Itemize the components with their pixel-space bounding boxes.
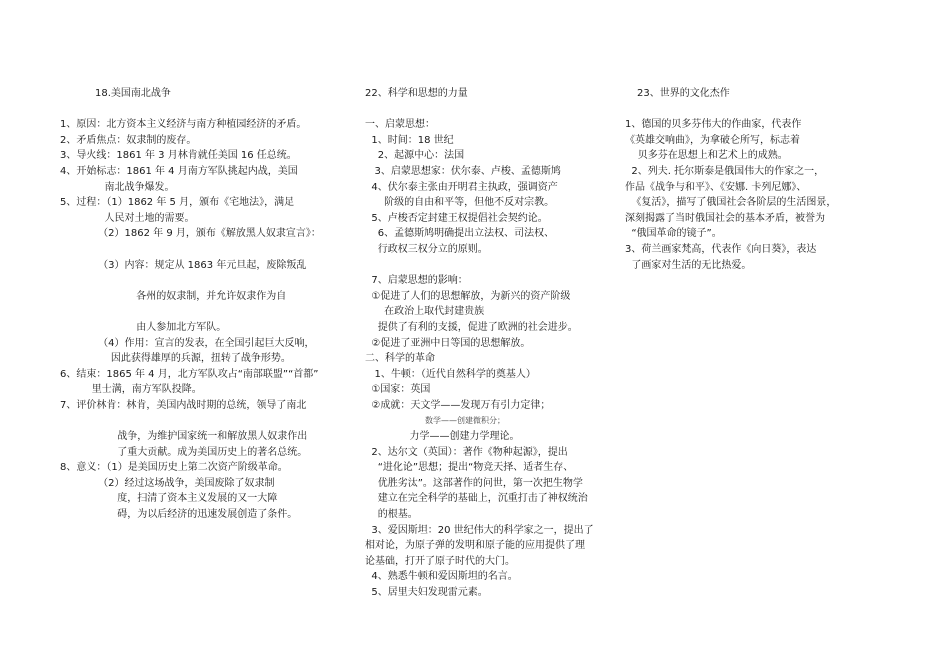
section-body — [625, 117, 836, 273]
text-line: （2）经过这场战争，美国废除了奴隶制 — [60, 477, 275, 489]
text-line: 战争，为维护国家统一和解放黑人奴隶作出 — [60, 431, 308, 443]
text-line: 各州的奴隶制，并允许奴隶作为自 — [60, 290, 287, 302]
text-line: 行政权三权分立的原则。 — [365, 243, 488, 255]
text-line: 在政治上取代封建贵族 — [365, 306, 485, 318]
column-science-and-thought — [365, 86, 594, 601]
section-title: 23、世界的文化杰作 — [637, 88, 730, 99]
text-line: （4）作用：宣言的发表，在全国引起巨大反响， — [60, 337, 315, 349]
text-line: 5、居里夫妇发现雷元素。 — [365, 587, 488, 598]
text-line: 4、开始标志：1861 年 4 月南方军队挑起内战，美国 — [60, 165, 298, 177]
text-line — [365, 258, 594, 274]
text-line: 3、导火线：1861 年 3 月林肯就任美国 16 任总统。 — [60, 150, 297, 162]
section-title: 22、科学和思想的力量 — [365, 88, 468, 99]
text-line — [60, 304, 321, 320]
text-line: 6、孟德斯鸠明确提出立法权、司法权、 — [365, 228, 555, 240]
column-world-cultural-masterpieces — [625, 86, 836, 273]
text-line: 《英雄交响曲》，为拿破仑所写，标志着 — [625, 134, 800, 146]
text-line: 的根基。 — [365, 509, 418, 521]
text-line: 2、矛盾焦点：奴隶制的废存。 — [60, 134, 197, 146]
text-line: 南北战争爆发。 — [60, 181, 175, 193]
text-line: 里士满，南方军队投降。 — [60, 384, 202, 396]
text-line: 优胜劣汰”。这部著作的问世，第一次把生物学 — [365, 477, 583, 489]
text-line: 5、卢梭否定封建王权提倡社会契约论。 — [365, 212, 548, 224]
text-line: 提供了有利的支援，促进了欧洲的社会进步。 — [365, 321, 578, 333]
text-line: ①国家：英国 — [365, 384, 431, 396]
text-line: 作品《战争与和平》、《安娜. 卡列尼娜》、 — [625, 181, 807, 193]
text-line: 4、伏尔泰主张由开明君主执政，强调资产 — [365, 181, 558, 193]
text-line: 2、起源中心：法国 — [365, 150, 465, 162]
text-line: 2、达尔文（英国）：著作《物种起源》，提出 — [365, 446, 568, 458]
text-line: ①促进了人们的思想解放，为新兴的资产阶级 — [365, 290, 571, 302]
text-line — [60, 273, 321, 289]
text-line: 深刻揭露了当时俄国社会的基本矛盾，被誉为 — [625, 212, 825, 224]
text-line: 5、过程：（1）1862 年 5 月，颁布《宅地法》，满足 — [60, 197, 295, 209]
text-line: 论基础，打开了原子时代的大门。 — [365, 555, 515, 567]
text-line: 由人参加北方军队。 — [60, 321, 227, 333]
text-line: 《复活》，描写了俄国社会各阶层的生活图景， — [625, 197, 837, 209]
text-line: 因此获得雄厚的兵源，扭转了战争形势。 — [60, 353, 291, 365]
text-line: 6、结束：1865 年 4 月，北方军队攻占“南部联盟”“首都” — [60, 368, 319, 380]
text-line: 1、时间：18 世纪 — [365, 134, 454, 146]
text-line: ②促进了亚洲中日等国的思想解放。 — [365, 337, 531, 349]
text-line: 力学——创建力学理论。 — [365, 431, 520, 443]
text-line — [365, 413, 594, 429]
text-line: 度，扫清了资本主义发展的又一大障 — [60, 493, 278, 505]
text-line: 7、评价林肯：林肯，美国内战时期的总统，领导了南北 — [60, 399, 307, 411]
text-line: 碍，为以后经济的迅速发展创造了条件。 — [60, 509, 298, 521]
text-line: 2、列夫. 托尔斯泰是俄国伟大的作家之一， — [625, 165, 825, 177]
text-line: 1、牛顿：（近代自然科学的奠基人） — [365, 368, 536, 380]
text-line: ②成就：天文学——发现万有引力定律； — [365, 399, 551, 411]
column-american-civil-war — [60, 86, 321, 523]
text-line: 了重大贡献。成为美国历史上的著名总统。 — [60, 446, 308, 458]
text-line: “俄国革命的镜子”。 — [625, 228, 722, 240]
text-line: 3、荷兰画家梵高，代表作《向日葵》，表达 — [625, 243, 817, 255]
text-line: 3、启蒙思想家：伏尔泰、卢梭、孟德斯鸠 — [365, 165, 561, 177]
text-line: （3）内容：规定从 1863 年元旦起，废除叛乱 — [60, 259, 307, 271]
text-line: 1、德国的贝多芬伟大的作曲家，代表作 — [625, 119, 802, 131]
text-line: 相对论，为原子弹的发明和原子能的应用提供了理 — [365, 540, 585, 552]
text-line: 了画家对生活的无比热爱。 — [625, 259, 752, 271]
text-line: 建立在完全科学的基础上，沉重打击了神权统治 — [365, 493, 588, 505]
text-line — [60, 413, 321, 429]
text-line: 4、熟悉牛顿和爱因斯坦的名言。 — [365, 571, 518, 583]
text-line: 3、爱因斯坦：20 世纪伟大的科学家之一，提出了 — [365, 524, 594, 536]
text-line: 贝多芬在思想上和艺术上的成熟。 — [625, 150, 788, 162]
text-line — [60, 242, 321, 258]
section-body — [365, 117, 594, 600]
text-line: 7、启蒙思想的影响： — [365, 275, 468, 287]
text-line: 阶级的自由和平等，但他不反对宗教。 — [365, 197, 555, 209]
text-line: 8、意义：（1）是美国历史上第二次资产阶级革命。 — [60, 462, 288, 474]
text-line: 一、启蒙思想： — [365, 119, 435, 131]
note-line: 数学——创建微积分； — [425, 416, 505, 426]
text-line: 二、科学的革命 — [365, 353, 435, 365]
text-line: 1、原因：北方资本主义经济与南方种植园经济的矛盾。 — [60, 119, 307, 131]
text-line: 人民对土地的需要。 — [60, 212, 195, 224]
text-line: “进化论”思想；提出“物竞天择、适者生存、 — [365, 462, 574, 474]
text-line: （2）1862 年 9 月，颁布《解放黑人奴隶宣言》： — [60, 228, 321, 240]
section-title: 18.美国南北战争 — [95, 88, 171, 99]
section-body — [60, 117, 321, 522]
